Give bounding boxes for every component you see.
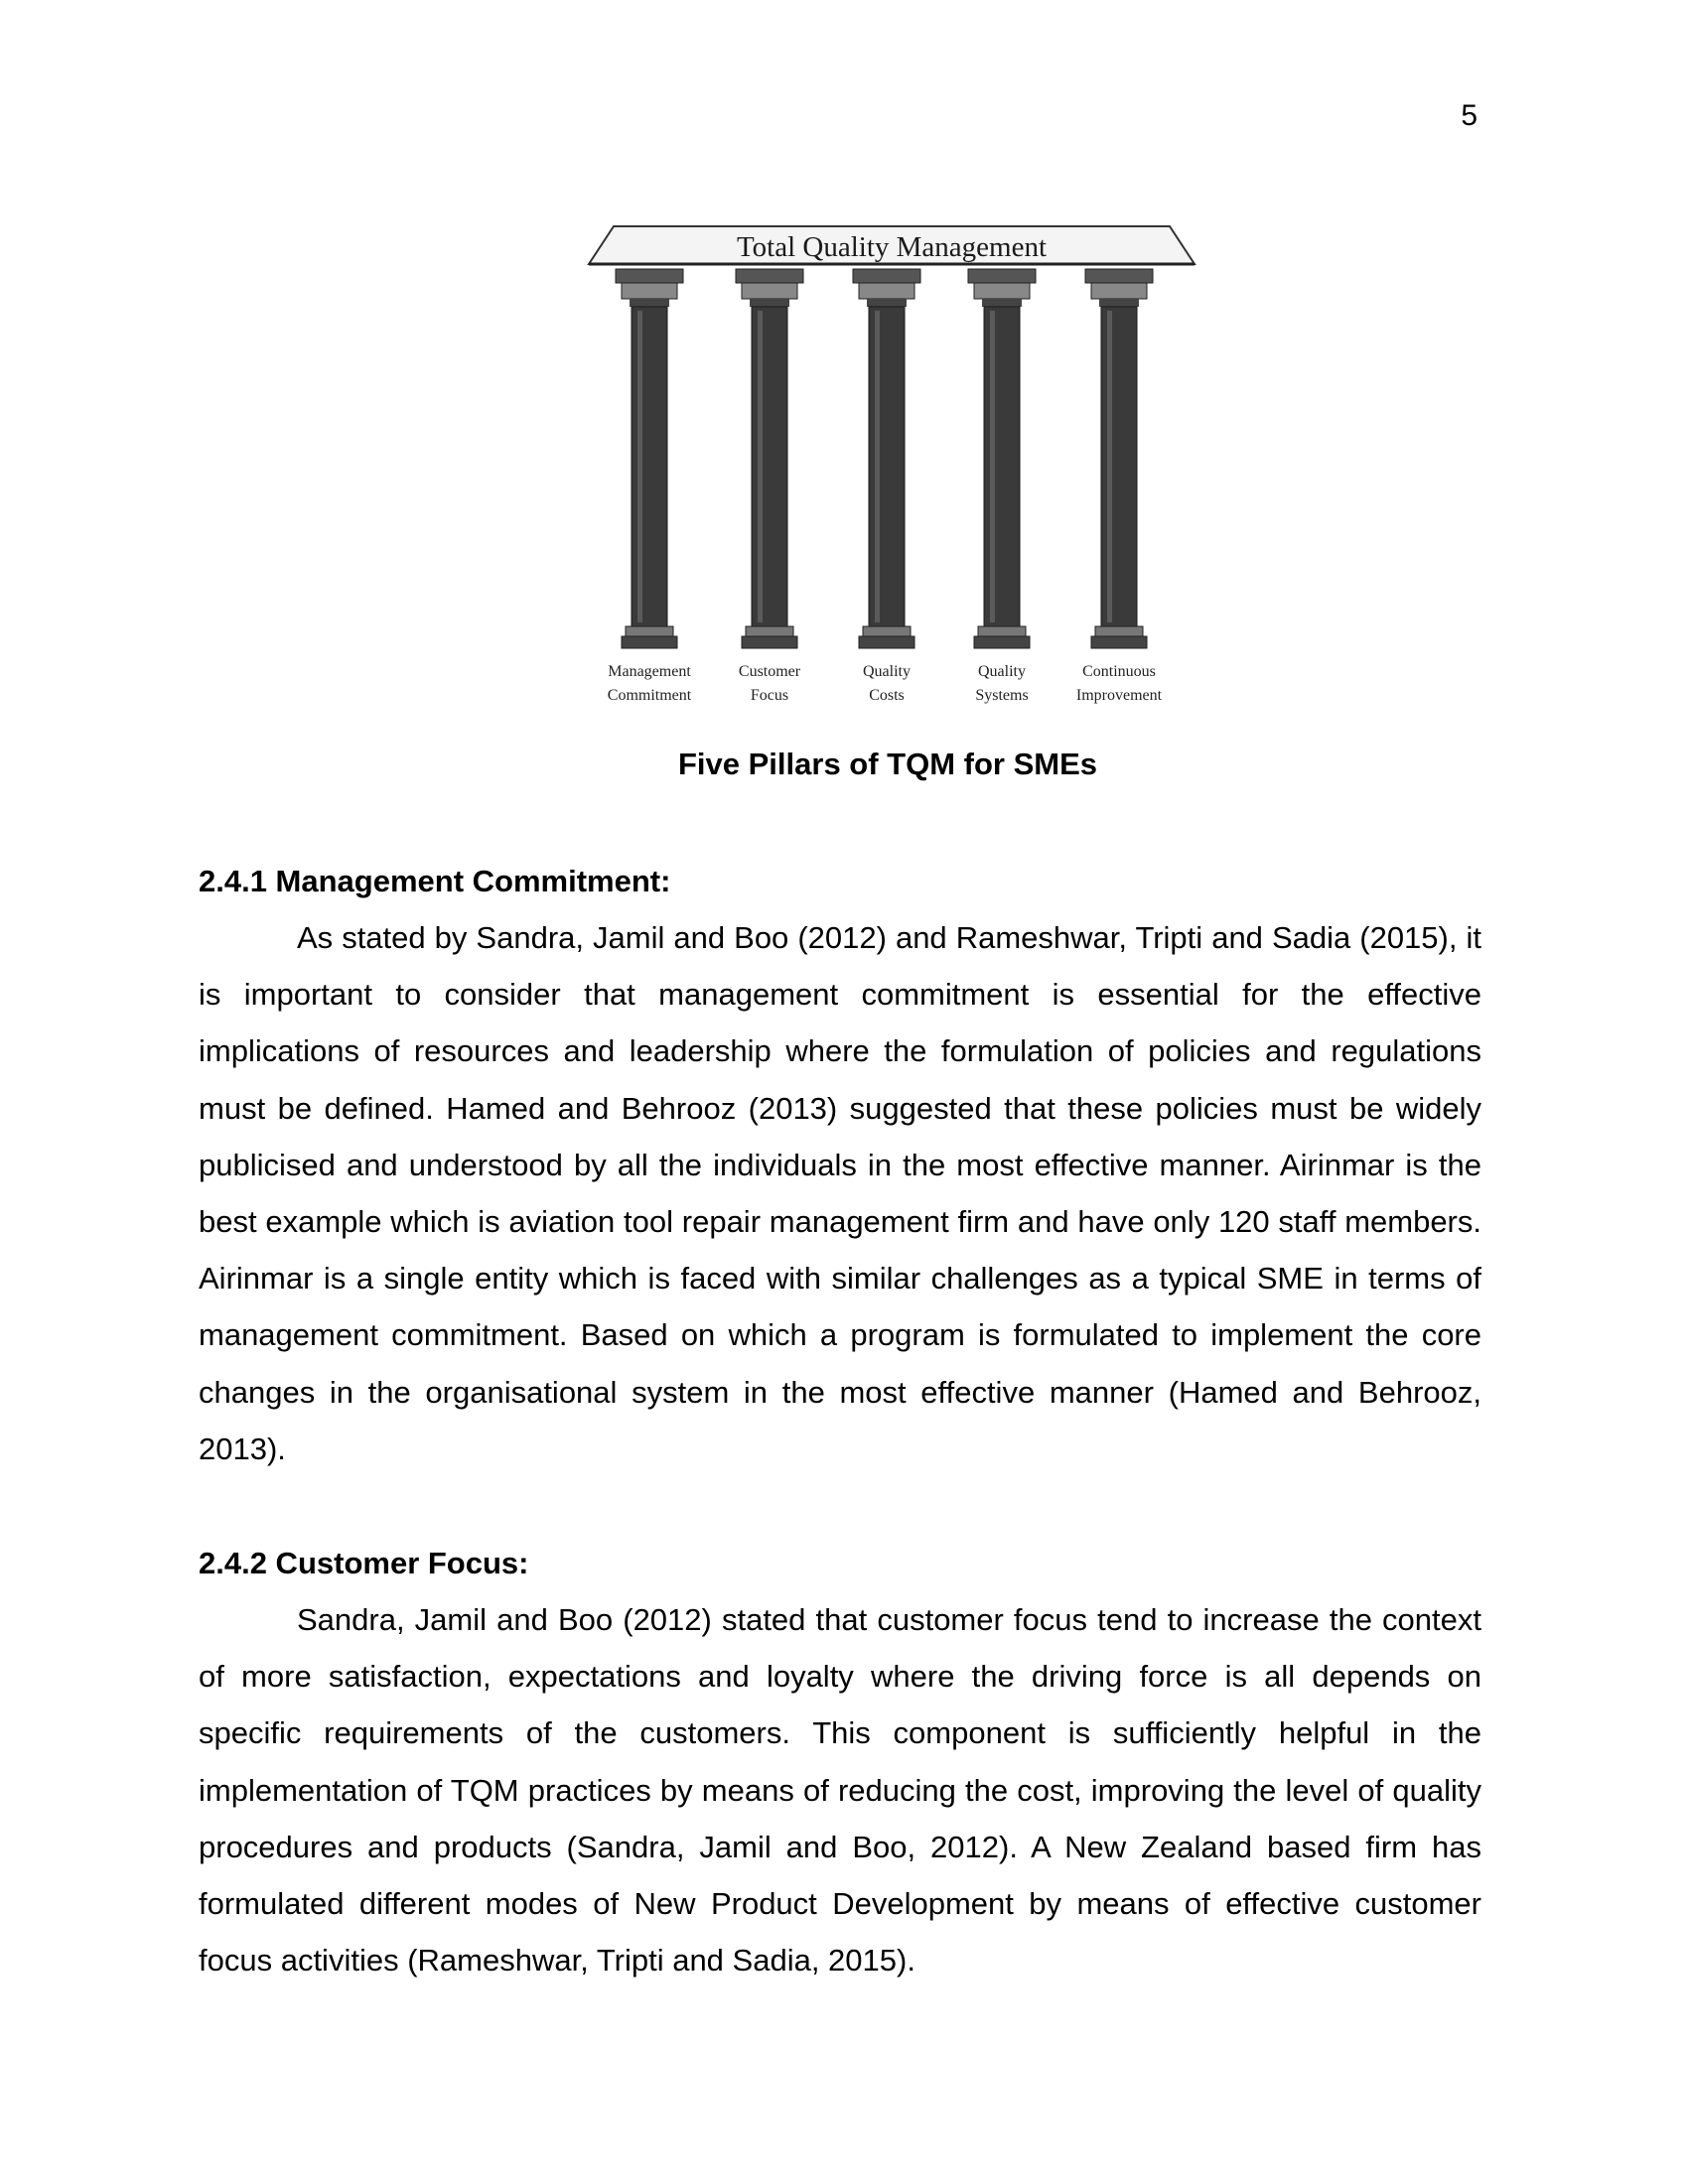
pillar-2-label-line1: Customer (738, 663, 801, 680)
pillar-1-label-line1: Management (608, 663, 691, 680)
pillar-3-label-line1: Quality (863, 663, 911, 680)
pillar-4-label-line2: Systems (975, 687, 1029, 704)
section-management-commitment (199, 853, 1481, 1477)
pillar-5-label-line2: Improvement (1075, 687, 1163, 704)
section-heading: 2.4.2 Customer Focus: (199, 1546, 529, 1580)
pillar-2-label-line2: Focus (750, 687, 789, 704)
section-paragraph: As stated by Sandra, Jamil and Boo (2012) and Rameshwar, Tripti and Sadia (2015), it is important to consider that management commitment is essential for the effective implications of resources and leadership where the formulation of policies and regulations must be defined. Hamed and Behrooz (2013) suggested that these policies must be widely publicised and understood by all the individuals in the most effective manner. Airinmar is the best example which is aviation tool repair management firm and have only 120 staff members. Airinmar is a single entity which is faced with similar challenges as a typical SME in terms of management commitment. Based on which a program is formulated to implement the core changes in the organisational system in the most effective manner (Hamed and Behrooz, 2013). (199, 920, 1481, 1466)
pillar-continuous-improvement (1076, 269, 1163, 704)
pillar-management-commitment (608, 269, 692, 704)
pillar-quality-systems (968, 269, 1036, 704)
section-customer-focus (199, 1535, 1481, 1988)
section-paragraph: Sandra, Jamil and Boo (2012) stated that customer focus tend to increase the context of more satisfaction, expectations and loyalty where the driving force is all depends on specific requirements of the customers. This component is sufficiently helpful in the implementation of TQM practices by means of reducing the cost, improving the level of quality procedures and products (Sandra, Jamil and Boo, 2012). A New Zealand based firm has formulated different modes of New Product Development by means of effective customer focus activities (Rameshwar, Tripti and Sadia, 2015). (199, 1602, 1481, 1979)
pillar-4-label-line1: Quality (978, 663, 1026, 680)
section-heading: 2.4.1 Management Commitment: (199, 864, 671, 898)
pillar-5-label-line1: Continuous (1082, 663, 1156, 680)
tqm-pillars-illustration (574, 197, 1209, 733)
tqm-pillars-figure (574, 197, 1209, 733)
page-number: 5 (1461, 99, 1477, 132)
pillar-quality-costs (853, 269, 920, 704)
beam-title: Total Quality Management (736, 231, 1048, 263)
pillar-customer-focus (736, 269, 803, 704)
figure-caption: Five Pillars of TQM for SMEs (677, 747, 1098, 781)
pillar-3-label-line2: Costs (869, 687, 905, 704)
pillar-1-label-line2: Commitment (607, 687, 692, 704)
